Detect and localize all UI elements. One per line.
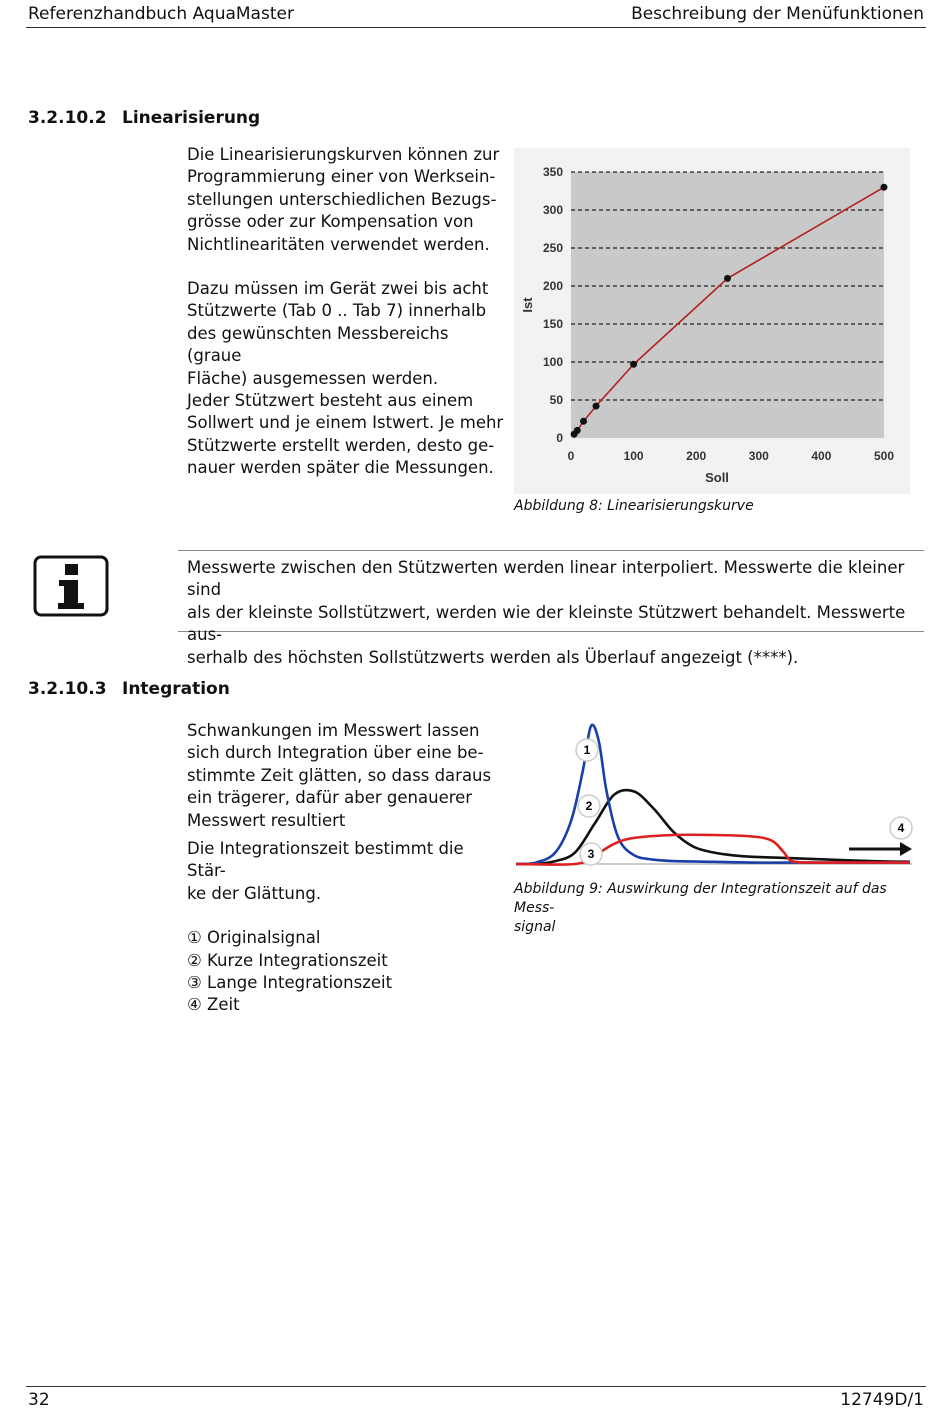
x-tick-label: 300 (748, 449, 769, 463)
text-line: stellungen unterschiedlichen Bezugs- (187, 189, 497, 209)
text-line: sich durch Integration über eine be- (187, 743, 484, 763)
chart-data-point (881, 184, 888, 191)
text-line: ein trägerer, dafür aber genauerer (187, 788, 473, 808)
page-number: 32 (28, 1390, 50, 1410)
y-tick-label: 200 (542, 279, 563, 293)
text-line: grösse oder zur Kompensation von (187, 212, 474, 232)
legend-item (187, 994, 497, 1016)
x-axis-label: Soll (705, 470, 729, 485)
marker-4 (890, 817, 912, 839)
linearisierung-text (187, 144, 507, 480)
section-title: Linearisierung (122, 108, 261, 128)
legend-label: Zeit (207, 995, 240, 1015)
y-tick-label: 0 (556, 431, 563, 445)
text-line: Stützwerte erstellt werden, desto ge- (187, 435, 495, 455)
marker-3 (580, 843, 602, 865)
legend-number: ① (187, 928, 202, 948)
info-icon (33, 555, 109, 617)
y-tick-label: 300 (542, 203, 563, 217)
y-tick-label: 350 (542, 165, 563, 179)
text-line: Programmierung einer von Werksein- (187, 167, 496, 187)
y-axis-label: Ist (520, 297, 535, 313)
chart-plot-area (571, 172, 884, 438)
caption-line: Abbildung 9: Auswirkung der Integrationszeit auf das Mess- (514, 881, 887, 916)
chart-data-point (574, 427, 581, 434)
legend-list (187, 927, 497, 1017)
text-line: ke der Glättung. (187, 883, 322, 903)
text-line: Dazu müssen im Gerät zwei bis acht (187, 279, 489, 299)
marker-1 (576, 739, 598, 761)
text-line: als der kleinste Sollstützwert, werden wie der kleinste Stützwert behandelt. Messwerte aus- (187, 602, 906, 645)
marker-2 (578, 795, 600, 817)
linearisierung-chart (514, 148, 910, 494)
text-line: des gewünschten Messbereichs (graue (187, 323, 449, 366)
figure-caption (514, 880, 914, 937)
legend-label: Originalsignal (207, 928, 321, 948)
figure-caption: Abbildung 8: Linearisierungskurve (514, 498, 754, 514)
svg-text:2: 2 (585, 799, 593, 813)
legend-item (187, 950, 497, 972)
chart-data-point (580, 418, 587, 425)
text-line: stimmte Zeit glätten, so dass daraus (187, 765, 492, 785)
footer-divider (26, 1386, 926, 1387)
text-line: Sollwert und je einem Istwert. Je mehr (187, 413, 504, 433)
legend-item (187, 927, 497, 949)
section-title: Integration (122, 679, 230, 699)
original-signal-curve (516, 725, 910, 864)
text-line: Die Integrationszeit bestimmt die Stär- (187, 839, 464, 881)
x-tick-label: 100 (623, 449, 644, 463)
document-number: 12749D/1 (840, 1390, 924, 1410)
text-line: Fläche) ausgemessen werden. (187, 368, 439, 388)
x-tick-label: 0 (567, 449, 575, 463)
header-chapter-title: Beschreibung der Menüfunktionen (631, 4, 924, 24)
text-line: Stützwerte (Tab 0 .. Tab 7) innerhalb (187, 301, 487, 321)
legend-number: ② (187, 950, 202, 970)
header-document-title: Referenzhandbuch AquaMaster (28, 4, 294, 24)
text-line: nauer werden später die Messungen. (187, 458, 494, 478)
legend-number: ③ (187, 973, 202, 993)
info-note-text (187, 557, 917, 669)
svg-text:4: 4 (897, 821, 905, 835)
legend-number: ④ (187, 995, 202, 1015)
legend-label: Lange Integrationszeit (207, 973, 393, 993)
chart-data-point (593, 403, 600, 410)
caption-line: signal (514, 919, 556, 935)
x-tick-label: 500 (873, 449, 895, 463)
y-tick-label: 150 (542, 317, 563, 331)
text-line: Messwerte zwischen den Stützwerten werden linear interpoliert. Messwerte die kleiner sind (187, 558, 905, 600)
section-number: 3.2.10.2 (28, 108, 107, 128)
integration-signal-chart (514, 712, 914, 872)
integration-text (187, 720, 497, 1017)
legend-label: Kurze Integrationszeit (207, 950, 388, 970)
section-number: 3.2.10.3 (28, 679, 107, 699)
y-tick-label: 250 (542, 241, 563, 255)
svg-text:3: 3 (587, 847, 595, 861)
legend-item (187, 972, 497, 994)
text-line: Die Linearisierungskurven können zur (187, 145, 500, 164)
chart-data-point (630, 361, 637, 368)
chart-data-point (724, 275, 731, 282)
x-tick-label: 400 (811, 449, 832, 463)
text-line: Jeder Stützwert besteht aus einem (187, 391, 474, 411)
text-line: Schwankungen im Messwert lassen (187, 721, 480, 740)
y-tick-label: 100 (542, 355, 563, 369)
x-tick-label: 200 (686, 449, 707, 463)
time-arrow-head (900, 842, 912, 856)
text-line: serhalb des höchsten Sollstützwerts werden als Überlauf angezeigt (****). (187, 647, 799, 667)
y-tick-label: 50 (549, 393, 563, 407)
text-line: Messwert resultiert (187, 810, 346, 830)
svg-text:1: 1 (583, 743, 591, 757)
header-divider (26, 27, 926, 28)
text-line: Nichtlinearitäten verwendet werden. (187, 234, 490, 254)
